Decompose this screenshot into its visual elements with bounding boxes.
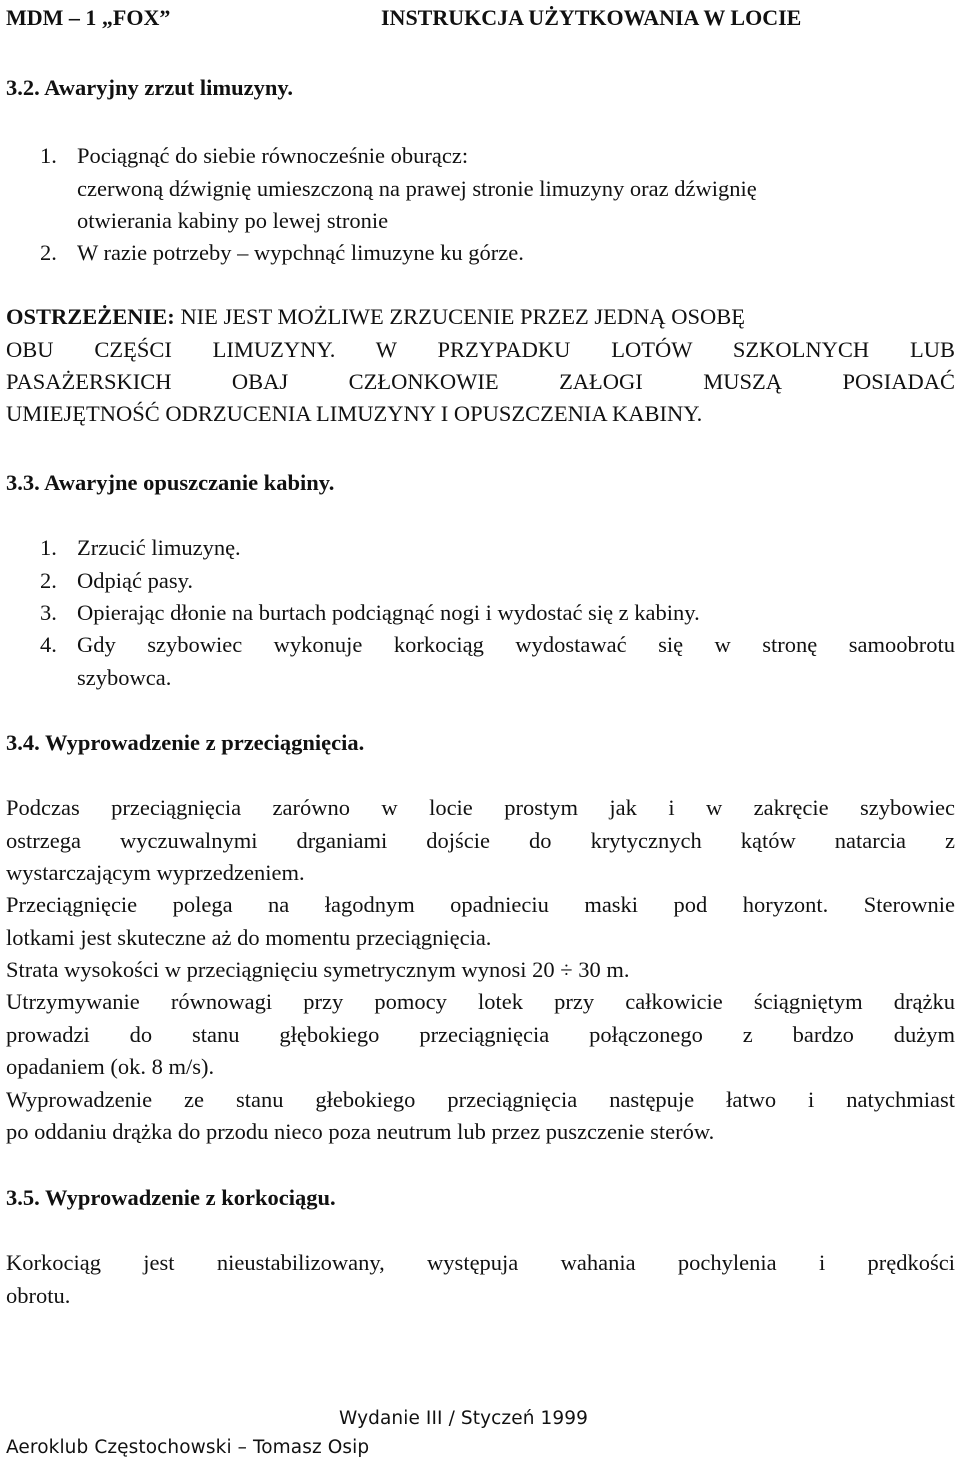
s33-item-3-text: Opierając dłonie na burtach podciągnąć nogi i wydostać się z kabiny. (77, 600, 700, 625)
warning-line-1 (6, 304, 745, 330)
s33-item-2-number: 2. (40, 568, 57, 593)
s34-line: ostrzega wyczuwalnymi drganiami dojście do krytycznych kątów natarcia z (6, 828, 955, 853)
s35-line-2: obrotu. (6, 1283, 71, 1308)
section-3-5-heading: 3.5. Wyprowadzenie z korkociągu. (6, 1185, 336, 1210)
s32-step1-line2: czerwoną dźwignię umieszczoną na prawej stronie limuzyny oraz dźwignię (77, 176, 757, 201)
section-3-4-heading: 3.4. Wyprowadzenie z przeciągnięcia. (6, 730, 365, 755)
warning-line-1-text: NIE JEST MOŻLIWE ZRZUCENIE PRZEZ JEDNĄ OSOBĘ (174, 304, 745, 329)
header-right: INSTRUKCJA UŻYTKOWANIA W LOCIE (381, 5, 802, 30)
s34-line: lotkami jest skuteczne aż do momentu przeciągnięcia. (6, 925, 492, 950)
section-3-3-heading: 3.3. Awaryjne opuszczanie kabiny. (6, 470, 335, 495)
s34-line: wystarczającym wyprzedzeniem. (6, 860, 305, 885)
s34-line: Przeciągnięcie polega na łagodnym opadnieciu maski pod horyzont. Sterownie (6, 892, 955, 917)
s33-item-1-text: Zrzucić limuzynę. (77, 535, 241, 560)
s34-line: Wyprowadzenie ze stanu głebokiego przeciągnięcia następuje łatwo i natychmiast (6, 1087, 955, 1112)
s32-step2-number: 2. (40, 240, 57, 265)
s35-line-1: Korkociąg jest nieustabilizowany, występuja wahania pochylenia i prędkości (6, 1250, 955, 1275)
s32-step1-line3: otwierania kabiny po lewej stronie (77, 208, 389, 233)
warning-line-3: PASAŻERSKICH OBAJ CZŁONKOWIE ZAŁOGI MUSZĄ POSIADAĆ (6, 369, 955, 394)
s34-line: po oddaniu drążka do przodu nieco poza neutrum lub przez puszczenie sterów. (6, 1119, 715, 1144)
s34-line: opadaniem (ok. 8 m/s). (6, 1054, 215, 1079)
warning-line-4: UMIEJĘTNOŚĆ ODRZUCENIA LIMUZYNY I OPUSZCZENIA KABINY. (6, 401, 703, 426)
warning-label: OSTRZEŻENIE: (6, 304, 175, 329)
s33-item-4-number: 4. (40, 632, 57, 657)
footer-edition: Wydanie III / Styczeń 1999 (339, 1408, 588, 1429)
header-left: MDM – 1 „FOX” (6, 5, 171, 30)
s32-step2-line1: W razie potrzeby – wypchnąć limuzyne ku górze. (77, 240, 524, 265)
s33-item-3-number: 3. (40, 600, 57, 625)
s34-line: Utrzymywanie równowagi przy pomocy lotek przy całkowicie ściągniętym drążku (6, 989, 955, 1014)
s33-item-4-text: Gdy szybowiec wykonuje korkociąg wydostawać się w stronę samoobrotu (77, 632, 955, 657)
s33-item-4-line2: szybowca. (77, 665, 172, 690)
s34-line: Strata wysokości w przeciągnięciu symetrycznym wynosi 20 ÷ 30 m. (6, 957, 630, 982)
s34-line: Podczas przeciągnięcia zarówno w locie prostym jak i w zakręcie szybowiec (6, 795, 955, 820)
s33-item-2-text: Odpiąć pasy. (77, 568, 194, 593)
footer-author: Aeroklub Częstochowski – Tomasz Osip (6, 1437, 370, 1458)
s34-line: prowadzi do stanu głębokiego przeciągnięcia połączonego z bardzo dużym (6, 1022, 955, 1047)
s32-step1-number: 1. (40, 143, 57, 168)
s32-step1-line1: Pociągnąć do siebie równocześnie oburącz: (77, 143, 469, 168)
section-3-2-heading: 3.2. Awaryjny zrzut limuzyny. (6, 75, 294, 100)
s33-item-1-number: 1. (40, 535, 57, 560)
warning-line-2: OBU CZĘŚCI LIMUZYNY. W PRZYPADKU LOTÓW SZKOLNYCH LUB (6, 337, 955, 362)
